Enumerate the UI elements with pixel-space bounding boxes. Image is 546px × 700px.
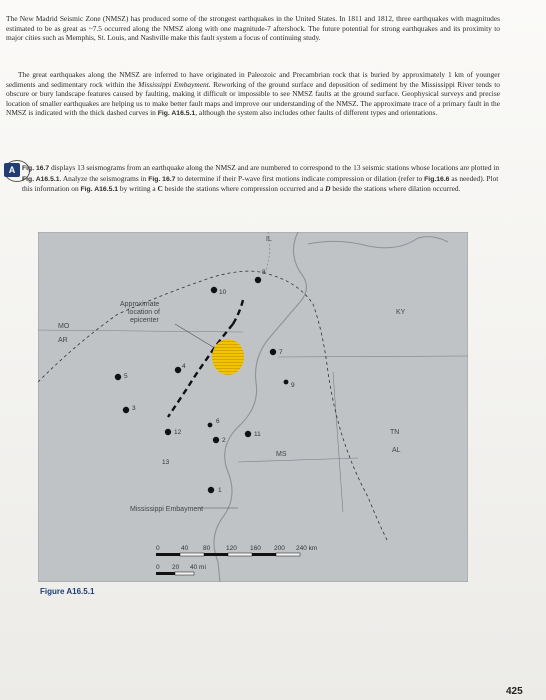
scale-km-0: 0: [156, 545, 160, 552]
state-label-il: IL: [266, 236, 272, 243]
station-6-dot: [208, 423, 213, 428]
embayment-label: Mississippi Embayment: [130, 506, 204, 513]
scale-seg-4: [228, 553, 252, 556]
fault-paragraph: [6, 70, 500, 119]
fault-text-3: , although the system also includes other faults of different types and orientations.: [195, 108, 438, 118]
epicenter-label-2: location of: [128, 309, 160, 316]
question-text-4: as needed). Plot this information on: [22, 173, 499, 194]
question-text-6: beside the stations where compression occurred and a: [162, 184, 326, 194]
station-8-dot: [255, 277, 261, 283]
state-label-al: AL: [392, 447, 401, 454]
scale-km-240: 240 km: [296, 545, 318, 552]
scale-mi-0: 0: [156, 564, 160, 571]
station-1-label: 1: [218, 487, 222, 494]
intro-paragraph: [6, 14, 500, 43]
state-label-ar: AR: [58, 337, 68, 344]
station-10-label: 10: [219, 289, 227, 296]
station-8-label: 8: [262, 269, 266, 276]
question-paragraph: [22, 163, 500, 195]
scale-seg-2: [180, 553, 204, 556]
station-7-dot: [270, 349, 276, 355]
scale-seg-3: [204, 553, 228, 556]
station-10-dot: [211, 287, 217, 293]
station-2-label: 2: [222, 437, 226, 444]
question-badge: A: [4, 163, 20, 177]
compression-letter: C: [157, 184, 163, 194]
scale-mi-20: 20: [172, 564, 180, 571]
question-text-1: displays 13 seismograms from an earthquake along the NMSZ and are numbered to correspond to the 13 seismic stations whose locations are plotted in: [49, 163, 500, 172]
fig-ref-1: Fig. 16.7: [22, 165, 50, 172]
fault-text-2: Reworking of the ground surface and deposition of sediment by the Mississippi River tends to obscure or bury landscape features caused by faulting, making it difficult or impossible to see NMSZ faults at the ground surface. Geophysical surveys and precise location of smaller earthquakes are helping us to make better fault maps and improve our understanding of the NMSZ. The approximate trace of a primary fault in the NMSZ is indicated with the thick dashed curves in: [6, 79, 500, 118]
scale-km-200: 200: [274, 545, 285, 552]
figure-ref: Fig. A16.5.1: [157, 110, 196, 118]
station-4-label: 4: [182, 363, 186, 370]
fig-ref-3: Fig. 16.7: [148, 175, 176, 183]
station-2-dot: [213, 437, 219, 443]
epicenter-label-3: epicenter: [130, 317, 159, 324]
scale-mi-seg-1: [156, 572, 175, 575]
station-5-label: 5: [124, 373, 128, 380]
dilation-letter: D: [325, 184, 331, 194]
epicenter-label-1: Approximate: [120, 301, 160, 308]
fault-text-1: The great earthquakes along the NMSZ are inferred to have originated in Paleozoic and Precambrian rock that is buried by approximately 1 km of younger sediments and sedimentary rock within the: [6, 70, 500, 89]
station-3-label: 3: [132, 405, 136, 412]
station-11-label: 11: [254, 431, 261, 438]
nmsz-map: [38, 232, 468, 582]
question-text-2: . Analyze the seismograms in: [59, 173, 149, 183]
scale-seg-1: [156, 553, 180, 556]
station-12-dot: [165, 429, 171, 435]
state-label-ms: MS: [276, 451, 287, 458]
page-number: 425: [506, 686, 523, 697]
station-7-label: 7: [279, 349, 283, 356]
fig-ref-5: Fig. A16.5.1: [80, 186, 119, 194]
intro-text: The New Madrid Seismic Zone (NMSZ) has produced some of the strongest earthquakes in the United States. In 1811 and 1812, three earthquakes with magnitudes estimated to be as great as ~7.5 occurred along the NMSZ along with one magnitude-7 aftershock. The future potential for strong earthquakes and its proximity to major cities such as Memphis, St. Louis, and Nashville make this fault system a focus of continuing study.: [6, 14, 500, 43]
station-5-dot: [115, 374, 121, 380]
figure-label: Figure A16.5.1: [40, 587, 95, 596]
station-1-dot: [208, 487, 214, 493]
scale-seg-5: [252, 553, 276, 556]
station-9-label: 9: [291, 382, 295, 389]
fig-ref-4: Fig.16.6: [424, 175, 450, 183]
state-label-tn: TN: [390, 429, 400, 436]
embayment-italic: Mississippi Embayment.: [138, 79, 211, 89]
station-12-label: 12: [174, 429, 182, 436]
state-label-ky: KY: [396, 309, 406, 316]
scale-km-80: 80: [203, 545, 211, 552]
question-text-5: by writing a: [118, 184, 158, 194]
question-text-3: to determine if their P-wave first motions indicate compression or dilation (refer to: [175, 173, 425, 183]
station-4-dot: [175, 367, 181, 373]
question-text-7: beside the stations where dilation occurred.: [330, 184, 461, 194]
scale-km-120: 120: [226, 545, 237, 552]
scale-mi-seg-2: [175, 572, 194, 575]
station-13-label: 13: [162, 459, 170, 466]
station-11-dot: [245, 431, 251, 437]
map-svg: [38, 232, 468, 582]
scale-seg-6: [276, 553, 300, 556]
state-label-mo: MO: [58, 323, 70, 330]
scale-km-160: 160: [250, 545, 261, 552]
station-9-dot: [284, 380, 289, 385]
scale-mi-40: 40 mi: [190, 564, 206, 571]
scale-km-40: 40: [181, 545, 189, 552]
epicenter-zone: [212, 339, 244, 375]
fig-ref-2: Fig. A16.5.1: [22, 175, 60, 183]
station-3-dot: [123, 407, 129, 413]
station-6-label: 6: [216, 418, 220, 425]
